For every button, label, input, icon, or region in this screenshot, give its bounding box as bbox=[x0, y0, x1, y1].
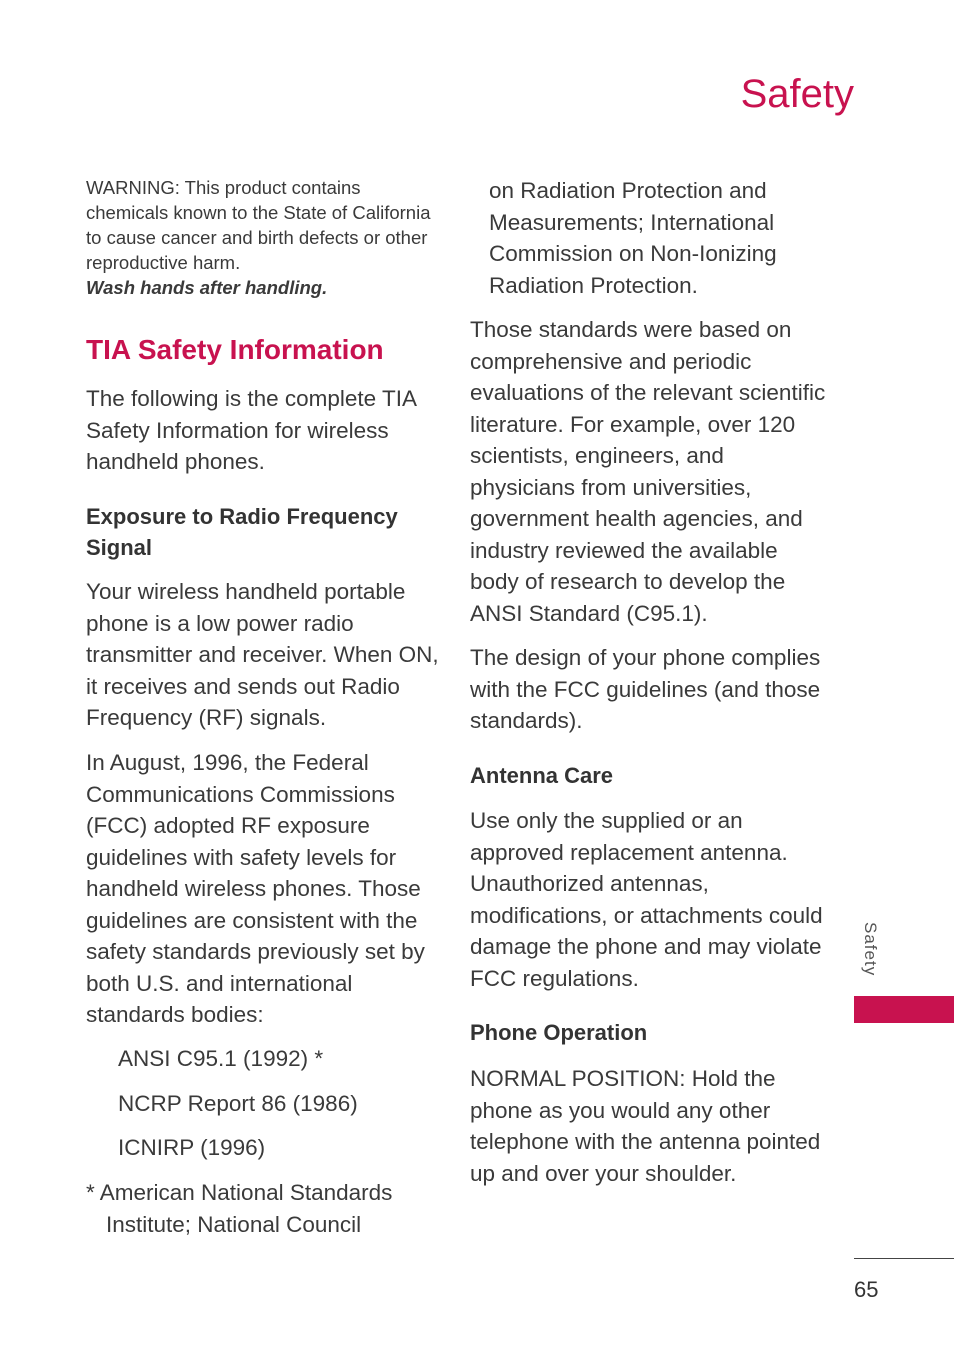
footnote: * American National Standards Institute; National Council bbox=[86, 1180, 393, 1237]
section-title: TIA Safety Information bbox=[86, 334, 384, 365]
standard-item: ANSI C95.1 (1992) * bbox=[118, 1046, 324, 1071]
subheading-exposure: Exposure to Radio Frequency Signal bbox=[86, 504, 398, 560]
section-tab-marker bbox=[854, 996, 954, 1023]
section-side-label: Safety bbox=[861, 922, 880, 977]
page-number: 65 bbox=[854, 1277, 879, 1302]
warning-lead: WARNING: bbox=[86, 177, 180, 198]
paragraph-rf: Your wireless handheld portable phone is a low power radio transmitter and receiver. When ON, it receives and sends out Radio Frequency (RF) signals. bbox=[86, 579, 439, 730]
paragraph-antenna: Use only the supplied or an approved replacement antenna. Unauthorized antennas, modifications, or attachments could damage the phone and may violate FCC regulations. bbox=[470, 808, 823, 991]
standard-item: NCRP Report 86 (1986) bbox=[118, 1091, 358, 1116]
paragraph-standards: Those standards were based on comprehensive and periodic evaluations of the relevant scientific literature. For example, over 120 scientists, engineers, and physicians from universities, government health agencies, and industry reviewed the available body of research to develop the ANSI Standard (C95.1). bbox=[470, 317, 826, 626]
standard-item: ICNIRP (1996) bbox=[118, 1135, 266, 1160]
paragraph-fcc: In August, 1996, the Federal Communications Commissions (FCC) adopted RF exposure guidelines with safety levels for handheld wireless phones. Those guidelines are consistent with the safety standards previously set by both U.S. and international standards bodies: bbox=[86, 750, 425, 1027]
subheading-operation: Phone Operation bbox=[470, 1020, 648, 1045]
intro-paragraph: The following is the complete TIA Safety Information for wireless handheld phones. bbox=[86, 386, 416, 474]
warning-emphasis: Wash hands after handling. bbox=[86, 277, 328, 298]
paragraph-operation: NORMAL POSITION: Hold the phone as you would any other telephone with the antenna pointed up and over your shoulder. bbox=[470, 1066, 821, 1186]
footer-divider bbox=[854, 1258, 954, 1259]
warning-notice bbox=[86, 175, 442, 300]
subheading-antenna: Antenna Care bbox=[470, 763, 614, 788]
footnote-continued: on Radiation Protection and Measurements; International Commission on Non-Ionizing Radiation Protection. bbox=[489, 178, 777, 298]
warning-text: This product contains chemicals known to the State of California to cause cancer and birth defects or other reproductive harm. bbox=[86, 177, 431, 273]
paragraph-design: The design of your phone complies with the FCC guidelines (and those standards). bbox=[470, 645, 821, 733]
page-title: Safety bbox=[740, 72, 854, 116]
